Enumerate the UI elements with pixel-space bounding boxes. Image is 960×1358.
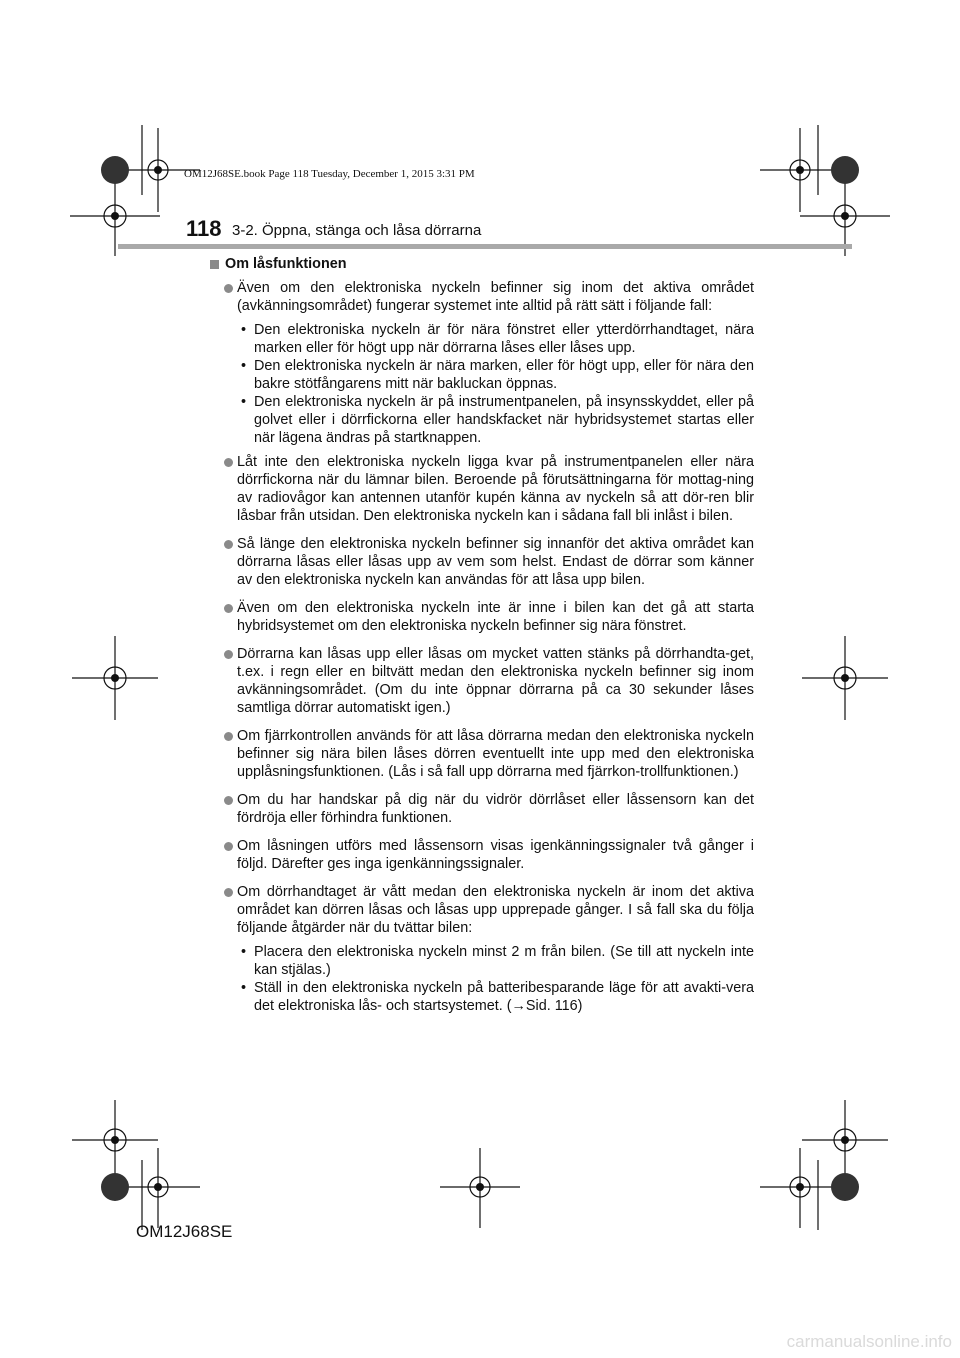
circle-bullet-icon [224, 284, 233, 293]
circle-bullet-icon [224, 650, 233, 659]
header-rule [118, 244, 852, 249]
circle-bullet-icon [224, 540, 233, 549]
section-heading-text: Om låsfunktionen [225, 256, 347, 272]
main-content [210, 255, 754, 1015]
bullet-text: Dörrarna kan låsas upp eller låsas om mycket vatten stänks på dörrhandta-get, t.ex. i regn eller en biltvätt medan den elektroniska nyckeln befinner sig inom avkänningsområdet. (Om du inte öppnar dörrarna på ca 30 sekunder låses samtliga dörrar automatiskt igen.) [237, 646, 754, 716]
footer-code: OM12J68SE [136, 1222, 233, 1241]
bullet-text: Om du har handskar på dig när du vidrör dörrlåset eller låssensorn kan det fördröja eller förhindra funktionen. [237, 792, 754, 826]
bullet-text: Så länge den elektroniska nyckeln befinner sig innanför det aktiva området kan dörrarna låsas eller låsas upp av vem som helst. Endast de dörrar som känner av den elektroniska nyckeln kan användas för att låsa upp bilen. [237, 536, 754, 588]
bullet-item [210, 883, 754, 1015]
sub-list [237, 321, 754, 447]
square-bullet-icon [210, 260, 219, 269]
bullet-text: Om fjärrkontrollen används för att låsa dörrarna medan den elektroniska nyckeln befinner sig nära bilen låses dörren eventuellt inte upp med den elektroniska upplåsningsfunktionen. (Lås i så fall upp dörrarna med fjärrkon-trollfunktionen.) [237, 728, 754, 780]
bullet-text: Även om den elektroniska nyckeln inte är inne i bilen kan det gå att starta hybridsystemet om den elektroniska nyckeln befinner sig nära fönstret. [237, 600, 754, 634]
sub-list-item: • Placera den elektroniska nyckeln minst 2 m från bilen. (Se till att nyckeln inte kan stjälas.) [241, 944, 754, 978]
circle-bullet-icon [224, 796, 233, 805]
sub-list-item: • Ställ in den elektroniska nyckeln på batteribesparande läge för att avakti-vera det elektroniska lås- och startsystemet. (→Sid. 116) [241, 980, 754, 1014]
section-heading [210, 255, 754, 273]
bullet-item [210, 837, 754, 873]
sub-list [237, 943, 754, 1015]
bullet-item [210, 599, 754, 635]
bullet-item [210, 791, 754, 827]
circle-bullet-icon [224, 888, 233, 897]
sub-list-item: • Den elektroniska nyckeln är på instrumentpanelen, på insynsskyddet, eller på golvet eller i dörrfickorna eller handskfacket när hybridsystemet startas eller när lägena ändras på startknappen. [241, 394, 754, 446]
bullet-item [210, 645, 754, 717]
bullet-text: Även om den elektroniska nyckeln befinner sig inom det aktiva området (avkänningsområdet) fungerar systemet inte alltid på rätt sätt i följande fall: [237, 280, 754, 314]
watermark: carmanualsonline.info [786, 1332, 952, 1351]
circle-bullet-icon [224, 842, 233, 851]
circle-bullet-icon [224, 458, 233, 467]
bullet-text: Om dörrhandtaget är vått medan den elektroniska nyckeln är inom det aktiva området kan dörren låsas och låsas upp upprepade gånger. I så fall ska du följa följande åtgärder när du tvättar bilen: [237, 884, 754, 936]
section-title: 3-2. Öppna, stänga och låsa dörrarna [232, 222, 482, 239]
bullet-item [210, 727, 754, 781]
print-info: OM12J68SE.book Page 118 Tuesday, December 1, 2015 3:31 PM [184, 168, 475, 180]
bullet-item [210, 535, 754, 589]
bullet-item [210, 453, 754, 525]
circle-bullet-icon [224, 604, 233, 613]
circle-bullet-icon [224, 732, 233, 741]
bullet-item [210, 279, 754, 447]
sub-list-item: • Den elektroniska nyckeln är för nära fönstret eller ytterdörrhandtaget, nära marken eller för högt upp när dörrarna låses eller låses upp. [241, 322, 754, 356]
bullet-text: Låt inte den elektroniska nyckeln ligga kvar på instrumentpanelen eller nära dörrfickorna när du lämnar bilen. Beroende på förutsättningarna för mottag-ning av radiovågor kan antennen utanför kupén känna av nyckeln så att dör-ren blir låsbar från utsidan. Den elektroniska nyckeln kan i sådana fall bli inlåst i bilen. [237, 454, 754, 524]
page-number: 118 [186, 216, 222, 241]
bullet-text: Om låsningen utförs med låssensorn visas igenkänningssignaler två gånger i följd. Därefter ges inga igenkänningssignaler. [237, 838, 754, 872]
sub-list-item: • Den elektroniska nyckeln är nära marken, eller för högt upp, eller för nära den bakre stötfångarens mitt när bakluckan öppnas. [241, 358, 754, 392]
